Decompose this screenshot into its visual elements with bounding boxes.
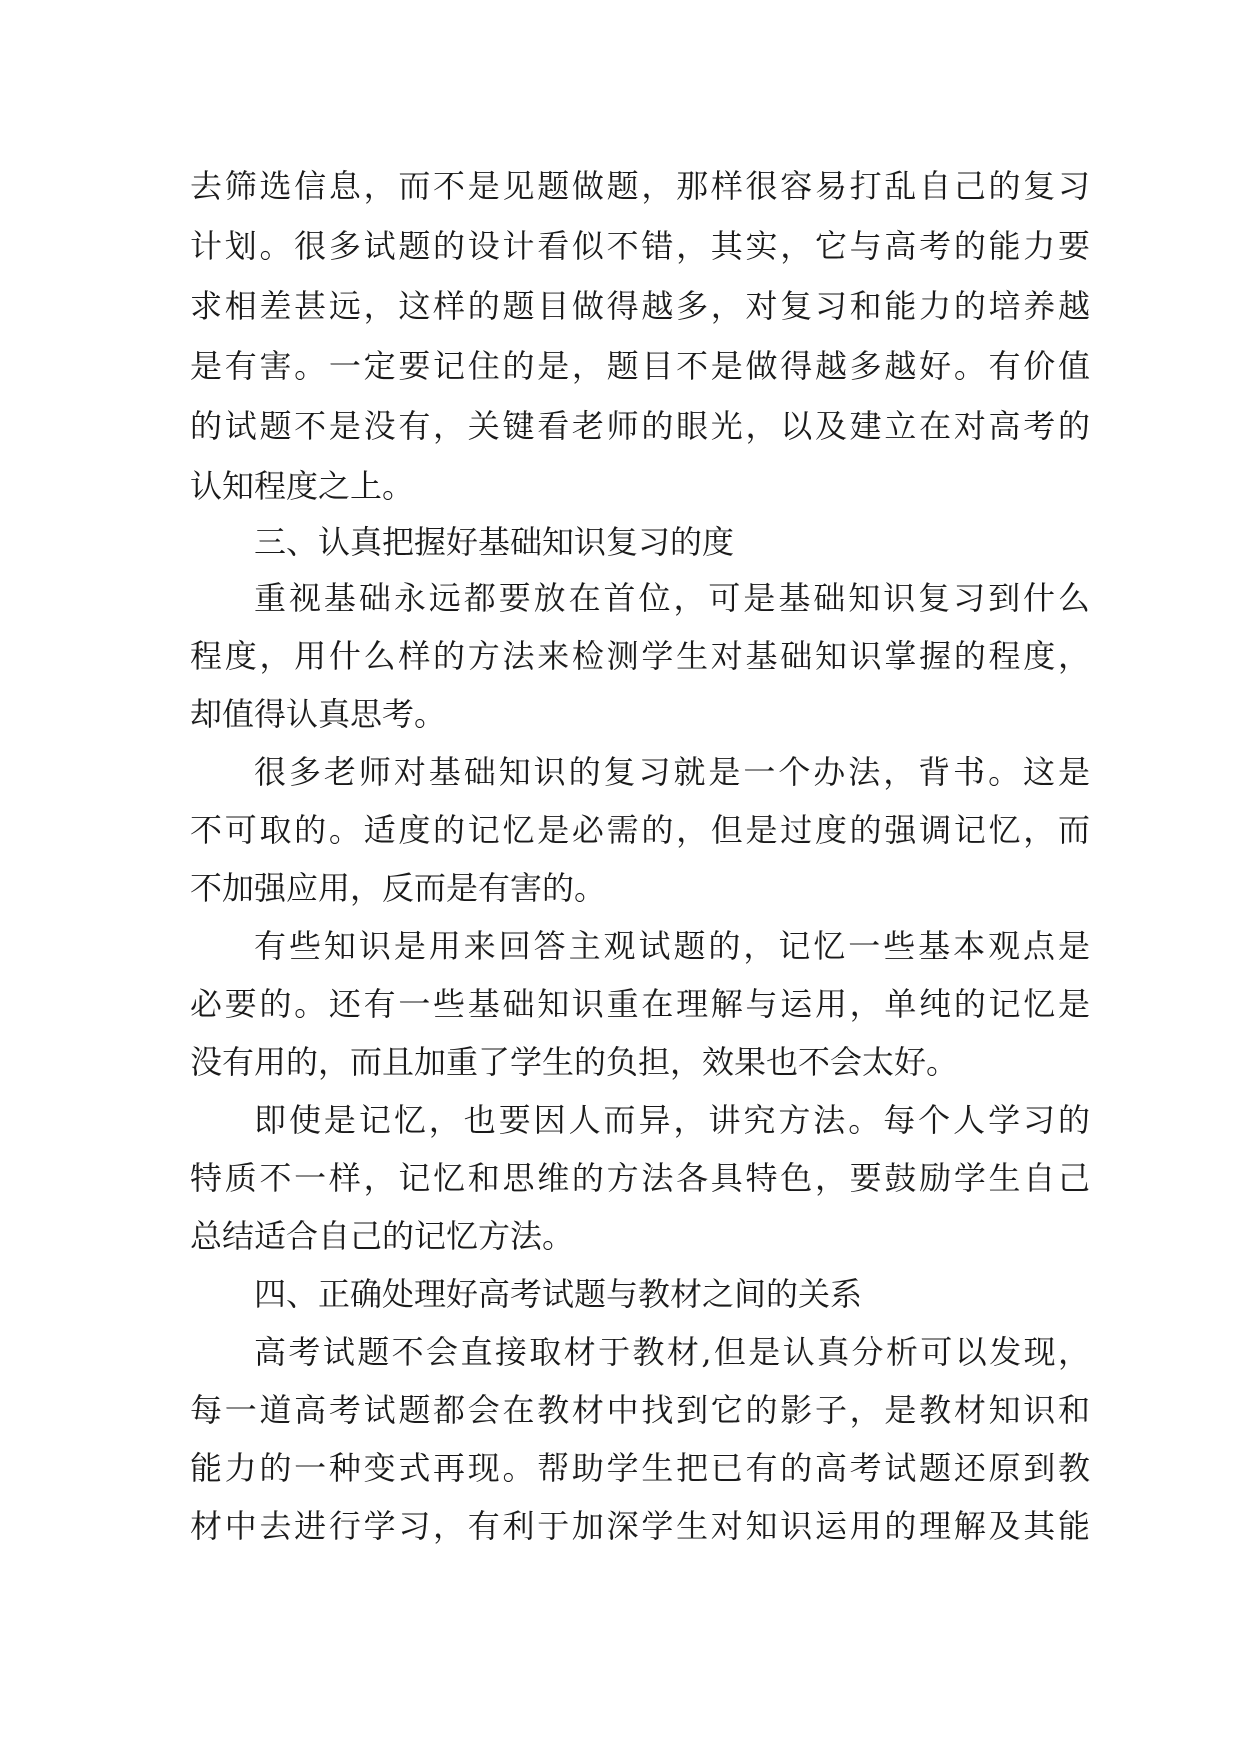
body-line: 即使是记忆，也要因人而异，讲究方法。每个人学习的	[254, 1101, 1090, 1139]
body-line: 能力的一种变式再现。帮助学生把已有的高考试题还原到教	[190, 1449, 1090, 1487]
section-heading: 三、认真把握好基础知识复习的度	[254, 523, 735, 561]
body-line: 去筛选信息，而不是见题做题，那样很容易打乱自己的复习	[190, 167, 1090, 205]
body-line: 特质不一样，记忆和思维的方法各具特色，要鼓励学生自己	[190, 1159, 1090, 1197]
body-line: 求相差甚远，这样的题目做得越多，对复习和能力的培养越	[190, 287, 1090, 325]
body-line: 却值得认真思考。	[190, 695, 447, 733]
body-line: 的试题不是没有，关键看老师的眼光，以及建立在对高考的	[190, 407, 1090, 445]
body-line: 计划。很多试题的设计看似不错，其实，它与高考的能力要	[190, 227, 1090, 265]
body-line: 必要的。还有一些基础知识重在理解与运用，单纯的记忆是	[190, 985, 1090, 1023]
body-line: 总结适合自己的记忆方法。	[190, 1217, 575, 1255]
body-line: 程度，用什么样的方法来检测学生对基础知识掌握的程度，	[190, 637, 1090, 675]
body-line: 是有害。一定要记住的是，题目不是做得越多越好。有价值	[190, 347, 1090, 385]
section-heading: 四、正确处理好高考试题与教材之间的关系	[254, 1275, 863, 1313]
body-line: 没有用的，而且加重了学生的负担，效果也不会太好。	[190, 1043, 959, 1081]
body-line: 不加强应用，反而是有害的。	[190, 869, 607, 907]
body-line: 高考试题不会直接取材于教材,但是认真分析可以发现，	[254, 1333, 1090, 1371]
body-line: 每一道高考试题都会在教材中找到它的影子，是教材知识和	[190, 1391, 1090, 1429]
body-line: 认知程度之上。	[190, 467, 415, 505]
body-line: 很多老师对基础知识的复习就是一个办法，背书。这是	[254, 753, 1090, 791]
body-line: 材中去进行学习，有利于加深学生对知识运用的理解及其能	[190, 1507, 1090, 1545]
body-line: 不可取的。适度的记忆是必需的，但是过度的强调记忆，而	[190, 811, 1090, 849]
body-line: 有些知识是用来回答主观试题的，记忆一些基本观点是	[254, 927, 1090, 965]
body-line: 重视基础永远都要放在首位，可是基础知识复习到什么	[254, 579, 1090, 617]
